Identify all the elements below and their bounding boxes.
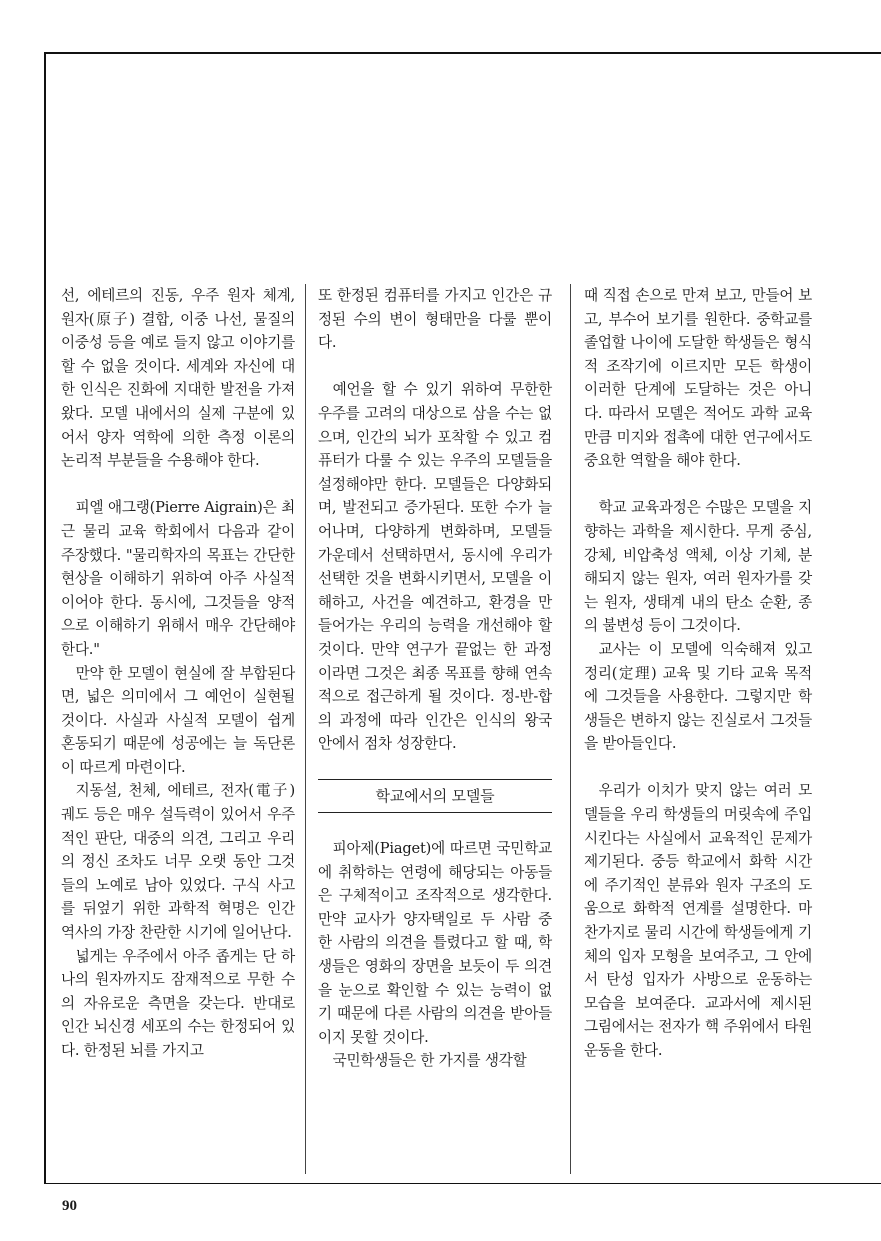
paragraph: 피아제(Piaget)에 따르면 국민학교에 취학하는 연령에 해당되는 아동들은 구체적이고 조작적으로 생각한다. 만약 교사가 양자택일로 두 사람 중 한 사람의 의견을 틀렸다고 할 때, 학생들은 영화의 장면을 보듯이 두 의견을 눈으로 확인할 수 있는 능력이 없기 때문에 다른 사람의 의견을 받아들이지 못할 것이다. xyxy=(318,840,552,1046)
text-column-2 xyxy=(318,284,552,1073)
paragraph: 국민학생들은 한 가지를 생각할 xyxy=(332,1052,527,1070)
paragraph: 예언을 할 수 있기 위하여 무한한 우주를 고려의 대상으로 삼을 수는 없으며, 인간의 뇌가 포착할 수 있고 컴퓨터가 다룰 수 있는 우주의 모델들을 설정해야만 한다. 모델들은 다양화되며, 발전되고 증가된다. 또한 수가 늘어나며, 다양하게 변화하며, 모델들 가운데서 선택하면서, 동시에 우리가 선택한 것을 변화시키면서, 모델을 이해하고, 사건을 예견하고, 환경을 만들어가는 우리의 능력을 개선해야 할 것이다. 만약 연구가 끝없는 한 과정이라면 그것은 최종 목표를 향해 연속적으로 접근하게 될 것이다. 정-반-합의 과정에 따라 인간은 인식의 왕국 안에서 점차 성장한다. xyxy=(318,381,552,753)
paragraph: 선, 에테르의 진동, 우주 원자 체계, 원자(原子) 결합, 이중 나선, 물질의 이중성 등을 예로 들지 않고 이야기를 할 수 없을 것이다. 세계와 자신에 대한 인식은 진화에 지대한 발전을 가져왔다. 모델 내에서의 실제 구분에 있어서 양자 역학에 의한 측정 이론의 논리적 부분들을 수용해야 한다. xyxy=(61,287,295,470)
page-frame-left-rule xyxy=(44,52,46,1184)
column-divider xyxy=(305,284,306,1174)
page-frame-bottom-rule xyxy=(44,1183,881,1184)
paragraph: 넓게는 우주에서 아주 좁게는 단 하나의 원자까지도 잠재적으로 무한 수의 자유로운 측면을 갖는다. 반대로 인간 뇌신경 세포의 수는 한정되어 있다. 한정된 뇌를 가지고 xyxy=(61,947,295,1059)
paragraph: 또 한정된 컴퓨터를 가지고 인간은 규정된 수의 변이 형태만을 다룰 뿐이다. xyxy=(318,287,552,352)
text-column-3 xyxy=(584,284,812,1063)
text-column-1 xyxy=(61,284,295,1063)
paragraph: 우리가 이치가 맞지 않는 여러 모델들을 우리 학생들의 머릿속에 주입시킨다는 사실에서 교육적인 문제가 제기된다. 중등 학교에서 화학 시간에 주기적인 분류와 원자 구조의 도움으로 화학적 연계를 설명한다. 마찬가지로 물리 시간에 학생들에게 기체의 입자 모형을 보여주고, 그 안에서 탄성 입자가 사방으로 운동하는 모습을 보여준다. 교과서에 제시된 그림에서는 전자가 핵 주위에서 타원 운동을 한다. xyxy=(584,782,812,1059)
paragraph: 교사는 이 모델에 익숙해져 있고 정리(定理) 교육 및 기타 교육 목적에 그것들을 사용한다. 그렇지만 학생들은 변하지 않는 진실로서 그것들을 받아들인다. xyxy=(584,640,812,753)
page-frame-top-rule xyxy=(44,52,881,54)
paragraph: 지동설, 천체, 에테르, 전자(電子) 궤도 등은 매우 설득력이 있어서 우주적인 판단, 대중의 의견, 그리고 우리의 정신 조차도 너무 오랫 동안 그것들의 노예로 남아 있었다. 구식 사고를 뒤엎기 위한 과학적 혁명은 인간 역사의 가장 찬란한 시기에 일어난다. xyxy=(61,782,295,942)
column-divider xyxy=(570,284,571,1174)
paragraph: 때 직접 손으로 만져 보고, 만들어 보고, 부수어 보기를 원한다. 중학교를 졸업할 나이에 도달한 학생들은 형식적 조작기에 이르지만 모든 학생이 이러한 단계에 도달하는 것은 아니다. 따라서 모델은 적어도 과학 교육 만큼 미지와 접촉에 대한 연구에서도 중요한 역할을 해야 한다. xyxy=(584,287,812,470)
paragraph: 만약 한 모델이 현실에 잘 부합된다면, 넓은 의미에서 그 예언이 실현될 것이다. 사실과 사실적 모델이 쉽게 혼동되기 때문에 성공에는 늘 독단론이 따르게 마련이다. xyxy=(61,664,295,776)
paragraph: 학교 교육과정은 수많은 모델을 지향하는 과학을 제시한다. 무게 중심, 강체, 비압축성 액체, 이상 기체, 분해되지 않는 원자, 여러 원자가를 갖는 원자, 생태계 내의 탄소 순환, 종의 불변성 등이 그것이다. xyxy=(584,499,812,635)
page-number: 90 xyxy=(62,1198,77,1214)
paragraph: 피엘 애그랭(Pierre Aigrain)은 최근 물리 교육 학회에서 다음과 같이 주장했다. "물리학자의 목표는 간단한 현상을 이해하기 위하여 아주 사실적이어야 한다. 동시에, 그것들을 양적으로 이해하기 위해서 매우 간단해야 한다." xyxy=(61,499,295,658)
section-heading: 학교에서의 모델들 xyxy=(318,779,552,813)
